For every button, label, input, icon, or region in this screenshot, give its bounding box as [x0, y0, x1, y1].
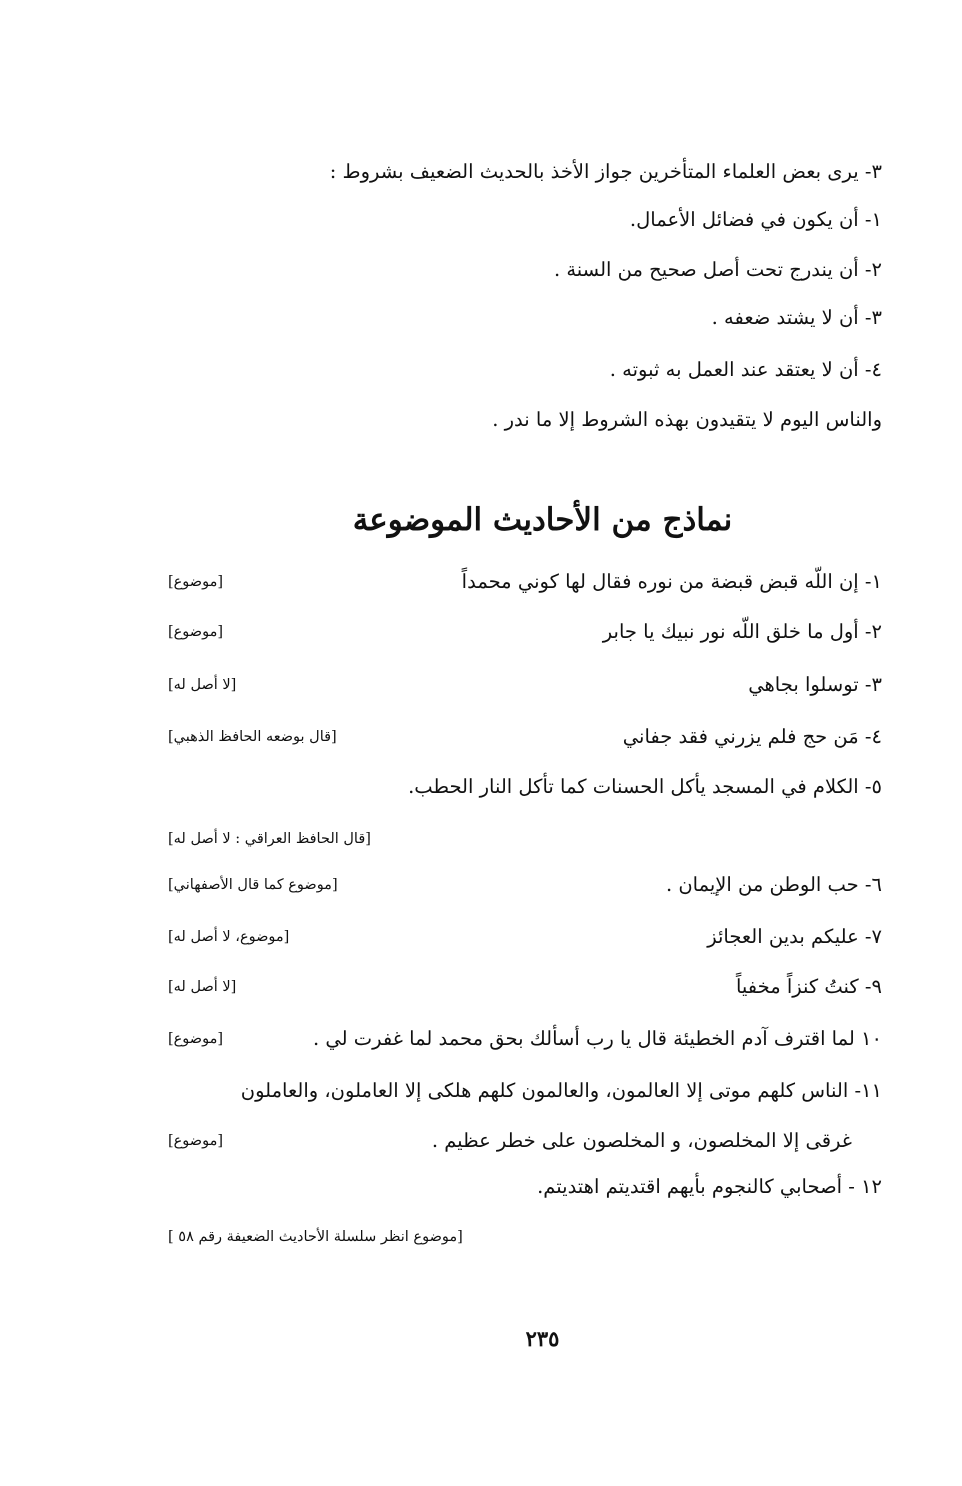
hadith-text-10: ١٠ لما اقترف آدم الخطيئة قال يا رب أسألك بحق محمد لما غفرت لي . [312, 1027, 882, 1050]
hadith-row-11 [168, 1074, 882, 1108]
hadith-text-11-continuation: غرقى إلا المخلصون، و المخلصون على خطر عظيم . [431, 1129, 852, 1152]
hadith-note-12: [موضوع انظر سلسلة الأحاديث الضعيفة رقم ٥٨ ] [168, 1229, 463, 1245]
hadith-text-7: ٧- عليكم بدين العجائز [707, 925, 882, 948]
hadith-row-7 [168, 920, 882, 954]
conditions-closing: والناس اليوم لا يتقيدون بهذه الشروط إلا ما ندر . [492, 408, 882, 431]
hadith-note-6: [موضوع كما قال الأصفهاني] [168, 877, 338, 893]
hadith-text-3: ٣- توسلوا بجاهي [748, 673, 882, 696]
hadith-note-5: [قال الحافظ العراقي : لا أصل له] [168, 831, 371, 847]
section-title: نماذج من الأحاديث الموضوعة [352, 502, 733, 538]
hadith-row-6 [168, 868, 882, 902]
condition-item-3: ٣- أن لا يشتد ضعفه . [711, 306, 882, 329]
hadith-row-12 [168, 1170, 882, 1204]
condition-item-2: ٢- أن يندرج تحت أصل صحيح من السنة . [553, 258, 882, 281]
hadith-row-10 [168, 1022, 882, 1056]
hadith-note-9: [لا أصل له] [168, 979, 237, 995]
hadith-text-5: ٥- الكلام في المسجد يأكل الحسنات كما تأكل النار الحطب. [408, 775, 882, 798]
hadith-text-12: ١٢ - أصحابي كالنجوم بأيهم اقتديتم اهتديتم. [537, 1175, 882, 1198]
hadith-text-6: ٦- حب الوطن من الإيمان . [665, 873, 882, 896]
hadith-row-5 [168, 770, 882, 804]
hadith-note-10: [موضوع] [168, 1031, 224, 1047]
condition-item-1: ١- أن يكون في فضائل الأعمال. [629, 208, 882, 231]
hadith-note-3: [لا أصل له] [168, 677, 237, 693]
hadith-text-9: ٩- كنتُ كنزاً مخفياً [735, 975, 882, 998]
hadith-note-7: [موضوع، لا أصل له] [168, 929, 290, 945]
hadith-text-1: ١- إن اللّه قبض قبضة من نوره فقال لها كوني محمداً [461, 570, 882, 593]
hadith-row-9 [168, 970, 882, 1004]
hadith-note-4: [قال بوضعه الحافظ الذهبي] [168, 729, 337, 745]
hadith-note-1: [موضوع] [168, 574, 224, 590]
condition-item-4: ٤- أن لا يعتقد عند العمل به ثبوته . [609, 358, 882, 381]
page-number: ٢٣٥ [525, 1326, 560, 1351]
hadith-row-4 [168, 720, 882, 754]
conditions-intro: ٣- يرى بعض العلماء المتأخرين جواز الأخذ بالحديث الضعيف بشروط : [329, 160, 882, 183]
hadith-text-11: ١١- الناس كلهم موتى إلا العالمون، والعالمون كلهم هلكى إلا العاملون، والعاملون [240, 1079, 882, 1102]
hadith-row-1 [168, 565, 882, 599]
hadith-row-3 [168, 668, 882, 702]
hadith-row-2 [168, 615, 882, 649]
hadith-row-11-continuation [168, 1124, 882, 1158]
hadith-note-11: [موضوع] [168, 1133, 224, 1149]
hadith-text-4: ٤- مَن حج فلم يزرني فقد جفاني [622, 725, 882, 748]
hadith-note-2: [موضوع] [168, 624, 224, 640]
hadith-text-2: ٢- أول ما خلق اللّه نور نبيك يا جابر [602, 620, 882, 643]
